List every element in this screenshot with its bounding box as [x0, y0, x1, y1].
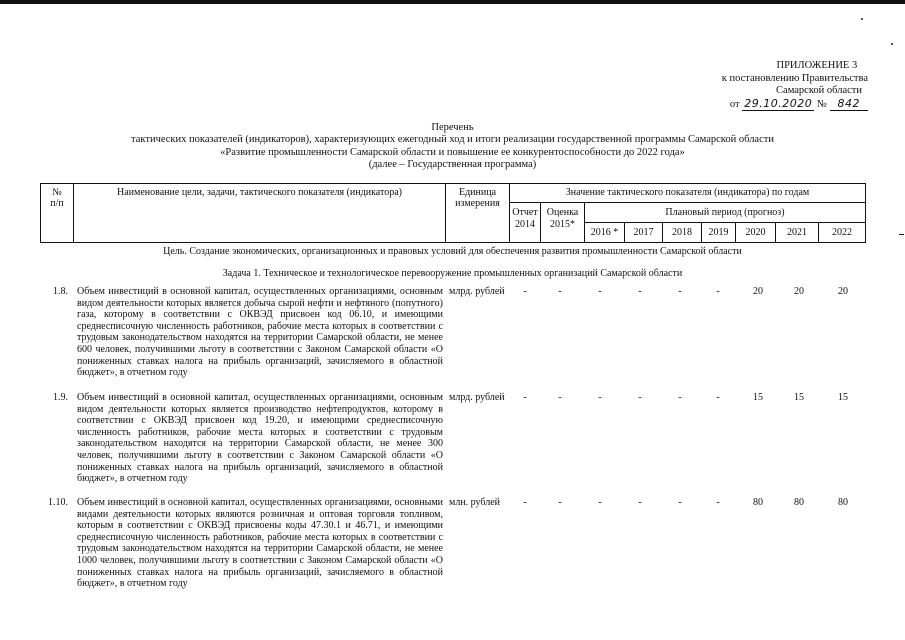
appendix-region: Самарской области [776, 85, 862, 96]
indicators-table-header [40, 183, 866, 243]
title-line-4: (далее – Государственная программа) [368, 159, 537, 171]
row-value: 20 [838, 286, 848, 297]
scan-top-edge [0, 0, 905, 4]
row-value: - [558, 286, 562, 297]
appendix-resolution: к постановлению Правительства [721, 72, 868, 84]
row-value: - [716, 392, 720, 403]
year-2018: 2018 [663, 223, 702, 243]
handwritten-number: 842 [830, 97, 869, 111]
row-value: - [523, 286, 527, 297]
row-unit: млн. рублей [449, 497, 501, 508]
row-description: Объем инвестиций в основной капитал, осуществленных организациями, основными видами деятельности которых являются розничная и оптовая торговля топливом, которым в соответствии с ОКВЭД присвоены коды 47.30.1 и 46.71, и имеющими среднесписочную численность работников, рабочие места которых в соответствии с трудовым законодательством находятся на территории Самарской области, не менее 1000 человек, получившими льготу в соответствии с Законом Самарской области «О пониженных ставках налога на прибыль организаций, зачисляемого в областной бюджет», в отчетном году [77, 497, 443, 590]
row-value: - [638, 286, 642, 297]
title-line-3: «Развитие промышленности Самарской области и повышение ее конкурентоспособности до 2022 года» [220, 146, 685, 158]
goal-text: Цель. Создание экономических, организационных и правовых условий для обеспечения развития промышленности Самарской области [163, 246, 742, 257]
values-header: Значение тактического показателя (индикатора) по годам [510, 184, 866, 203]
row-value: - [523, 497, 527, 508]
col-report-header: Отчет 2014 [510, 203, 541, 243]
row-value: - [678, 392, 682, 403]
row-number: 1.9. [53, 392, 68, 403]
row-value: - [638, 497, 642, 508]
year-2022: 2022 [819, 223, 866, 243]
year-2021: 2021 [776, 223, 819, 243]
row-value: - [598, 392, 602, 403]
year-2017: 2017 [625, 223, 663, 243]
row-value: 80 [753, 497, 763, 508]
plan-period-header: Плановый период (прогноз) [585, 203, 866, 223]
row-value: 80 [838, 497, 848, 508]
from-label: от [729, 98, 740, 110]
col-estimate-header: Оценка 2015* [541, 203, 585, 243]
appendix-date-line [722, 98, 868, 112]
number-label: № [816, 98, 827, 110]
row-value: 20 [753, 286, 763, 297]
document-title [40, 122, 865, 172]
table-body [40, 244, 865, 590]
row-value: - [638, 392, 642, 403]
row-value: - [558, 497, 562, 508]
scan-speck [861, 18, 863, 20]
col-unit-header: Единица измерения [446, 184, 510, 243]
scan-speck [891, 43, 893, 45]
row-value: - [716, 497, 720, 508]
row-value: - [678, 286, 682, 297]
appendix-block [722, 60, 868, 111]
row-value: 80 [794, 497, 804, 508]
row-description: Объем инвестиций в основной капитал, осуществленных организациями, основным видом деятельности которых является производство нефтепродуктов, которому в соответствии с ОКВЭД присвоен код 19.20, и имеющими среднесписочную численность работников, рабочие места которых в соответствии с трудовым законодательством находятся на территории Самарской области, не менее 300 человек, получившими льготу в соответствии с Законом Самарской области «О пониженных ставках налога на прибыль организаций, зачисляемого в областной бюджет», в отчетном году [77, 392, 443, 485]
row-value: 15 [753, 392, 763, 403]
row-unit: млрд. рублей [449, 392, 505, 403]
row-value: 15 [838, 392, 848, 403]
row-description: Объем инвестиций в основной капитал, осуществленных организациями, основным видом деятельности которых является добыча сырой нефти и нефтяного (попутного) газа, которому в соответствии с ОКВЭД присвоен код 06.10, и имеющими среднесписочную численность работников, рабочие места которых в соответствии с трудовым законодательством находятся на территории Самарской области, не менее 600 человек, получившими льготу в соответствии с Законом Самарской области «О пониженных ставках налога на прибыль организаций, зачисляемого в областной бюджет», в отчетном году [77, 286, 443, 379]
title-line-1: Перечень [431, 122, 474, 133]
col-name-header: Наименование цели, задачи, тактического показателя (индикатора) [74, 184, 446, 243]
row-value: 20 [794, 286, 804, 297]
row-value: 15 [794, 392, 804, 403]
task-text: Задача 1. Техническое и технологическое перевооружение промышленных организаций Самарской области [222, 268, 683, 279]
title-line-2: тактических показателей (индикаторов), характеризующих ежегодный ход и итоги реализации государственной программы Самарской области [131, 134, 774, 146]
year-2019: 2019 [702, 223, 736, 243]
row-value: - [598, 286, 602, 297]
row-value: - [598, 497, 602, 508]
row-value: - [523, 392, 527, 403]
handwritten-date: 29.10.2020 [744, 96, 813, 110]
year-2016: 2016 * [585, 223, 625, 243]
scan-margin-mark [899, 234, 904, 235]
col-num-header: № п/п [41, 184, 74, 243]
row-value: - [678, 497, 682, 508]
row-unit: млрд. рублей [449, 286, 505, 297]
row-number: 1.8. [53, 286, 68, 297]
row-value: - [716, 286, 720, 297]
appendix-title: ПРИЛОЖЕНИЕ 3 [776, 60, 858, 71]
row-value: - [558, 392, 562, 403]
row-number: 1.10. [48, 497, 68, 508]
year-2020: 2020 [736, 223, 776, 243]
